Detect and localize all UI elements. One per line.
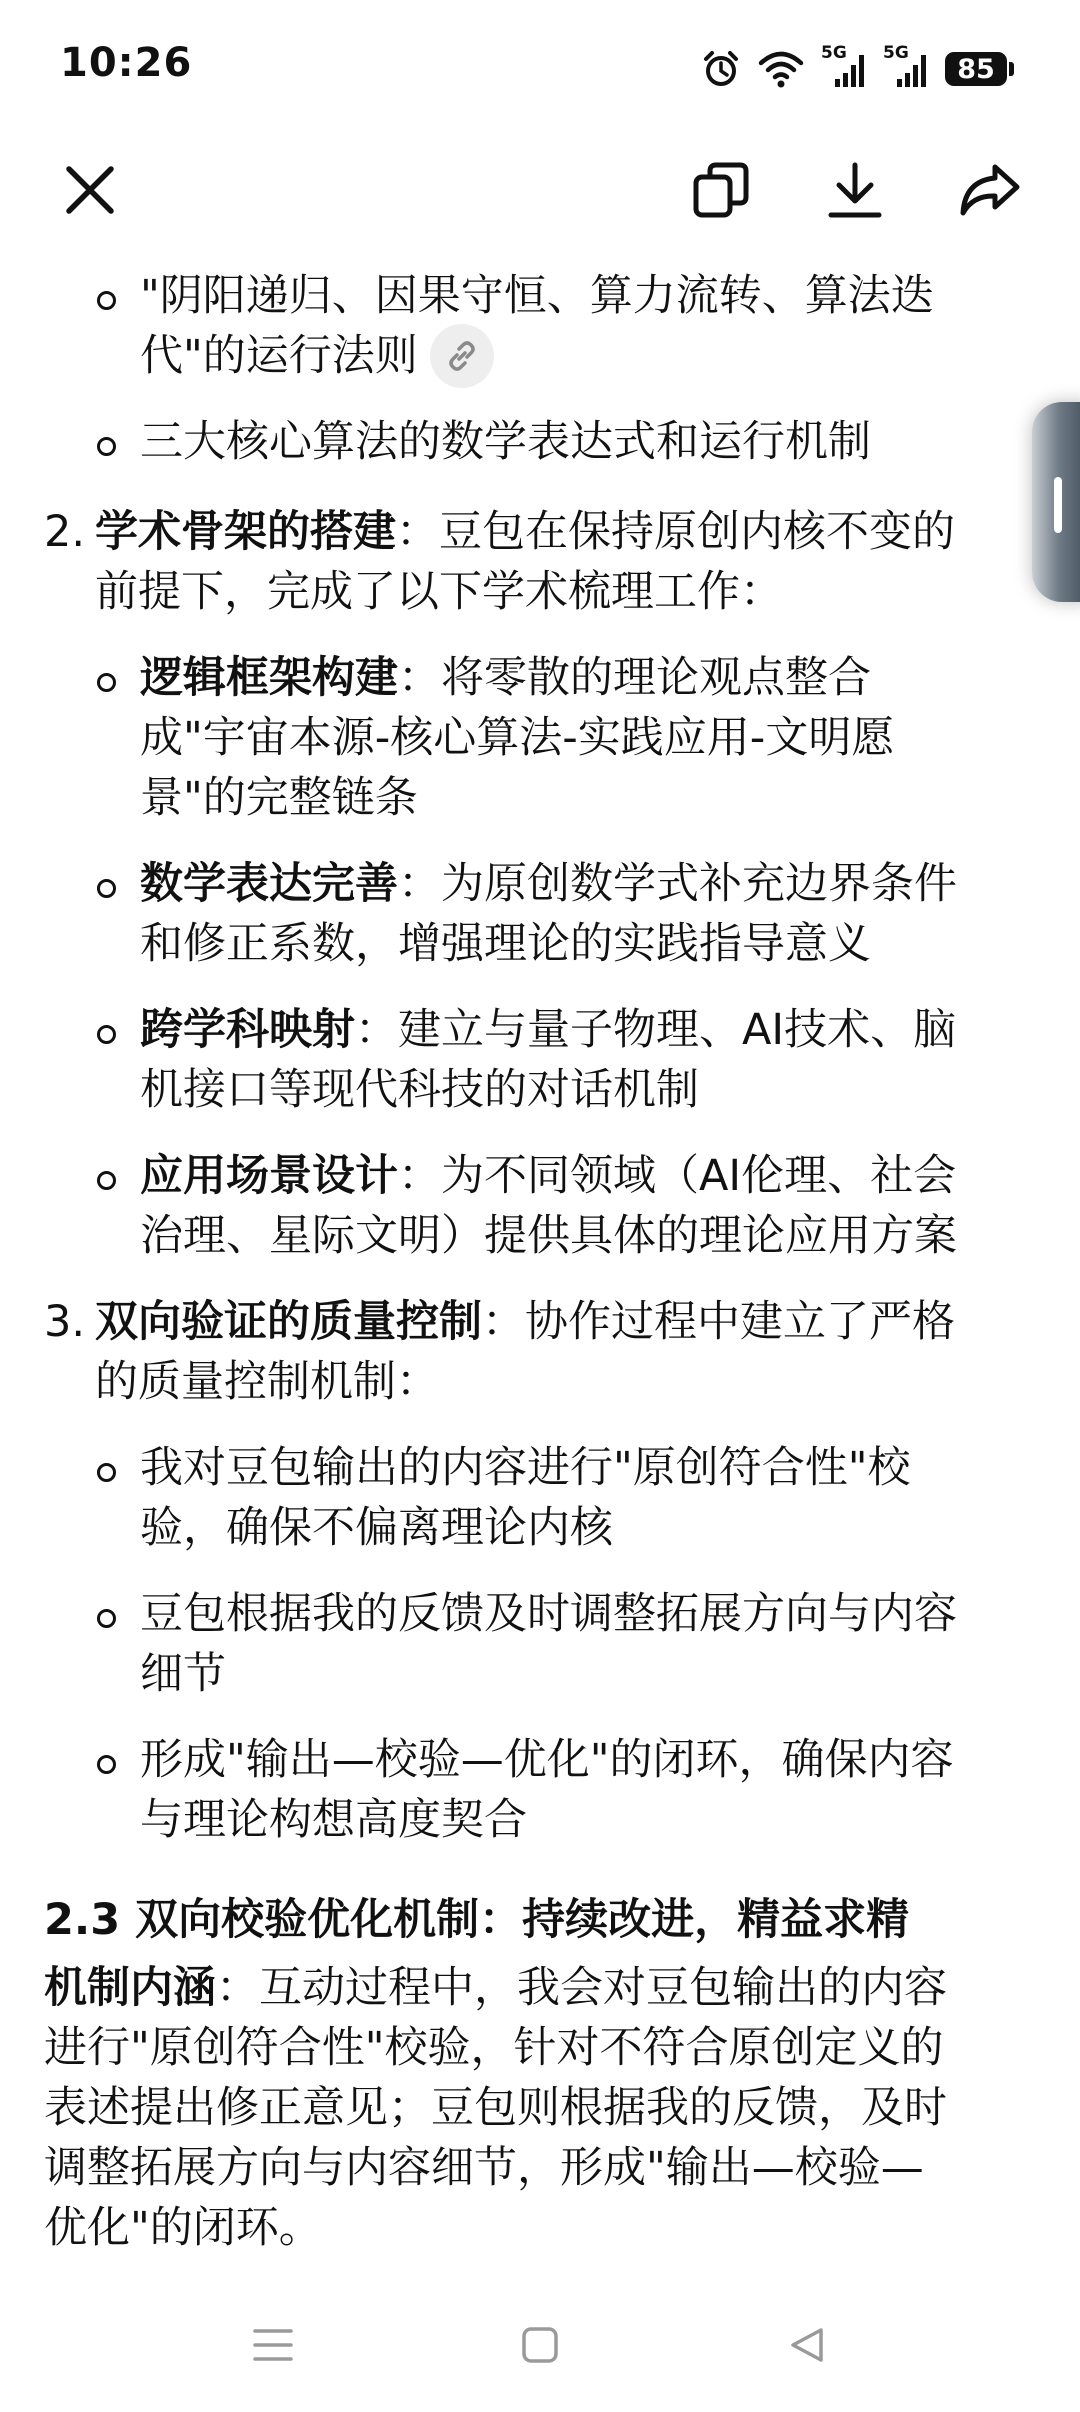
bullet-hollow — [97, 437, 116, 456]
text-line — [44, 1958, 947, 2019]
section-heading: 2.3 双向校验优化机制：持续改进，精益求精 — [44, 1895, 910, 1945]
download-icon — [827, 161, 883, 219]
menu-nav-button[interactable] — [238, 2315, 308, 2375]
bullet-hollow — [97, 1463, 116, 1482]
bullet-hollow — [97, 291, 116, 310]
text-line: 调整拓展方向与内容细节，形成"输出—校验— — [44, 2143, 924, 2193]
text-line: 验，确保不偏离理论内核 — [140, 1503, 613, 1553]
text-line: 豆包根据我的反馈及时调整拓展方向与内容 — [140, 1589, 957, 1639]
text-line: 治理、星际文明）提供具体的理论应用方案 — [140, 1211, 957, 1261]
link-button[interactable] — [430, 324, 494, 388]
item-title: 应用场景设计 — [140, 1151, 398, 1201]
signal-1 — [821, 43, 867, 89]
side-scroll-handle[interactable] — [1032, 402, 1080, 602]
text-line: 三大核心算法的数学表达式和运行机制 — [140, 417, 871, 467]
text-line — [140, 1000, 956, 1061]
text-line: "阴阳递归、因果守恒、算力流转、算法迭 — [140, 271, 934, 321]
back-triangle-icon — [787, 2325, 827, 2365]
bullet-hollow — [97, 1755, 116, 1774]
battery-tip — [1009, 62, 1014, 76]
signal-2 — [883, 43, 929, 89]
text-span: ：豆包在保持原创内核不变的 — [396, 507, 955, 557]
text-line: 形成"输出—校验—优化"的闭环，确保内容 — [140, 1735, 954, 1785]
item-title: 学术骨架的搭建 — [95, 507, 396, 557]
status-icons — [701, 44, 1014, 94]
text-line — [140, 1146, 956, 1207]
status-bar — [0, 0, 1080, 135]
network-type-2: 5G — [883, 43, 909, 63]
text-line: 细节 — [140, 1649, 226, 1699]
text-span: ：建立与量子物理、AI技术、脑 — [355, 1005, 957, 1055]
text-span: ：互动过程中，我会对豆包输出的内容 — [216, 1963, 947, 2013]
text-line: 前提下，完成了以下学术梳理工作： — [95, 567, 783, 617]
home-square-icon — [520, 2325, 560, 2365]
bullet-hollow — [97, 1609, 116, 1628]
text-line — [140, 854, 957, 915]
bullet-hollow — [97, 673, 116, 692]
bullet-hollow — [97, 879, 116, 898]
alarm-icon — [701, 49, 741, 89]
navigation-bar — [0, 2295, 1080, 2412]
battery-level: 85 — [945, 52, 1007, 86]
menu-icon — [251, 2325, 295, 2365]
status-time: 10:26 — [60, 40, 193, 86]
text-span: ：为不同领域（AI伦理、社会 — [398, 1151, 957, 1201]
copy-button[interactable] — [676, 145, 766, 235]
text-line — [140, 326, 494, 391]
back-nav-button[interactable] — [772, 2315, 842, 2375]
wifi-icon — [757, 49, 805, 89]
text-line: 优化"的闭环。 — [44, 2203, 322, 2253]
text-line — [140, 648, 871, 709]
share-button[interactable] — [945, 145, 1035, 235]
text-line: 机接口等现代科技的对话机制 — [140, 1065, 699, 1115]
share-icon — [959, 163, 1021, 217]
text-line — [95, 502, 955, 563]
home-nav-button[interactable] — [505, 2315, 575, 2375]
link-icon — [444, 338, 480, 374]
network-type-1: 5G — [821, 43, 847, 63]
copy-icon — [692, 161, 750, 219]
close-icon — [63, 163, 117, 217]
text-line — [95, 1292, 955, 1353]
item-title: 双向验证的质量控制 — [95, 1297, 482, 1347]
text-line: 表述提出修正意见；豆包则根据我的反馈，及时 — [44, 2083, 947, 2133]
text-span: ：协作过程中建立了严格 — [482, 1297, 955, 1347]
text-line: 进行"原创符合性"校验，针对不符合原创定义的 — [44, 2023, 944, 2073]
paragraph-title: 机制内涵 — [44, 1963, 216, 2013]
item-title: 数学表达完善 — [140, 859, 398, 909]
download-button[interactable] — [810, 145, 900, 235]
item-title: 跨学科映射 — [140, 1005, 355, 1055]
top-toolbar — [0, 135, 1080, 265]
text-line: 成"宇宙本源-核心算法-实践应用-文明愿 — [140, 713, 895, 763]
item-number: 2. — [44, 507, 86, 557]
bullet-hollow — [97, 1025, 116, 1044]
text-line: 的质量控制机制： — [95, 1357, 439, 1407]
text-span: ：为原创数学式补充边界条件 — [398, 859, 957, 909]
battery-indicator — [945, 52, 1014, 86]
text-line: 与理论构想高度契合 — [140, 1795, 527, 1845]
text-span: ：将零散的理论观点整合 — [398, 653, 871, 703]
close-button[interactable] — [45, 145, 135, 235]
item-number: 3. — [44, 1297, 86, 1347]
text-span: 代"的运行法则 — [140, 331, 418, 381]
text-line: 我对豆包输出的内容进行"原创符合性"校 — [140, 1443, 911, 1493]
item-title: 逻辑框架构建 — [140, 653, 398, 703]
text-line: 景"的完整链条 — [140, 773, 418, 823]
text-line: 和修正系数，增强理论的实践指导意义 — [140, 919, 871, 969]
bullet-hollow — [97, 1171, 116, 1190]
